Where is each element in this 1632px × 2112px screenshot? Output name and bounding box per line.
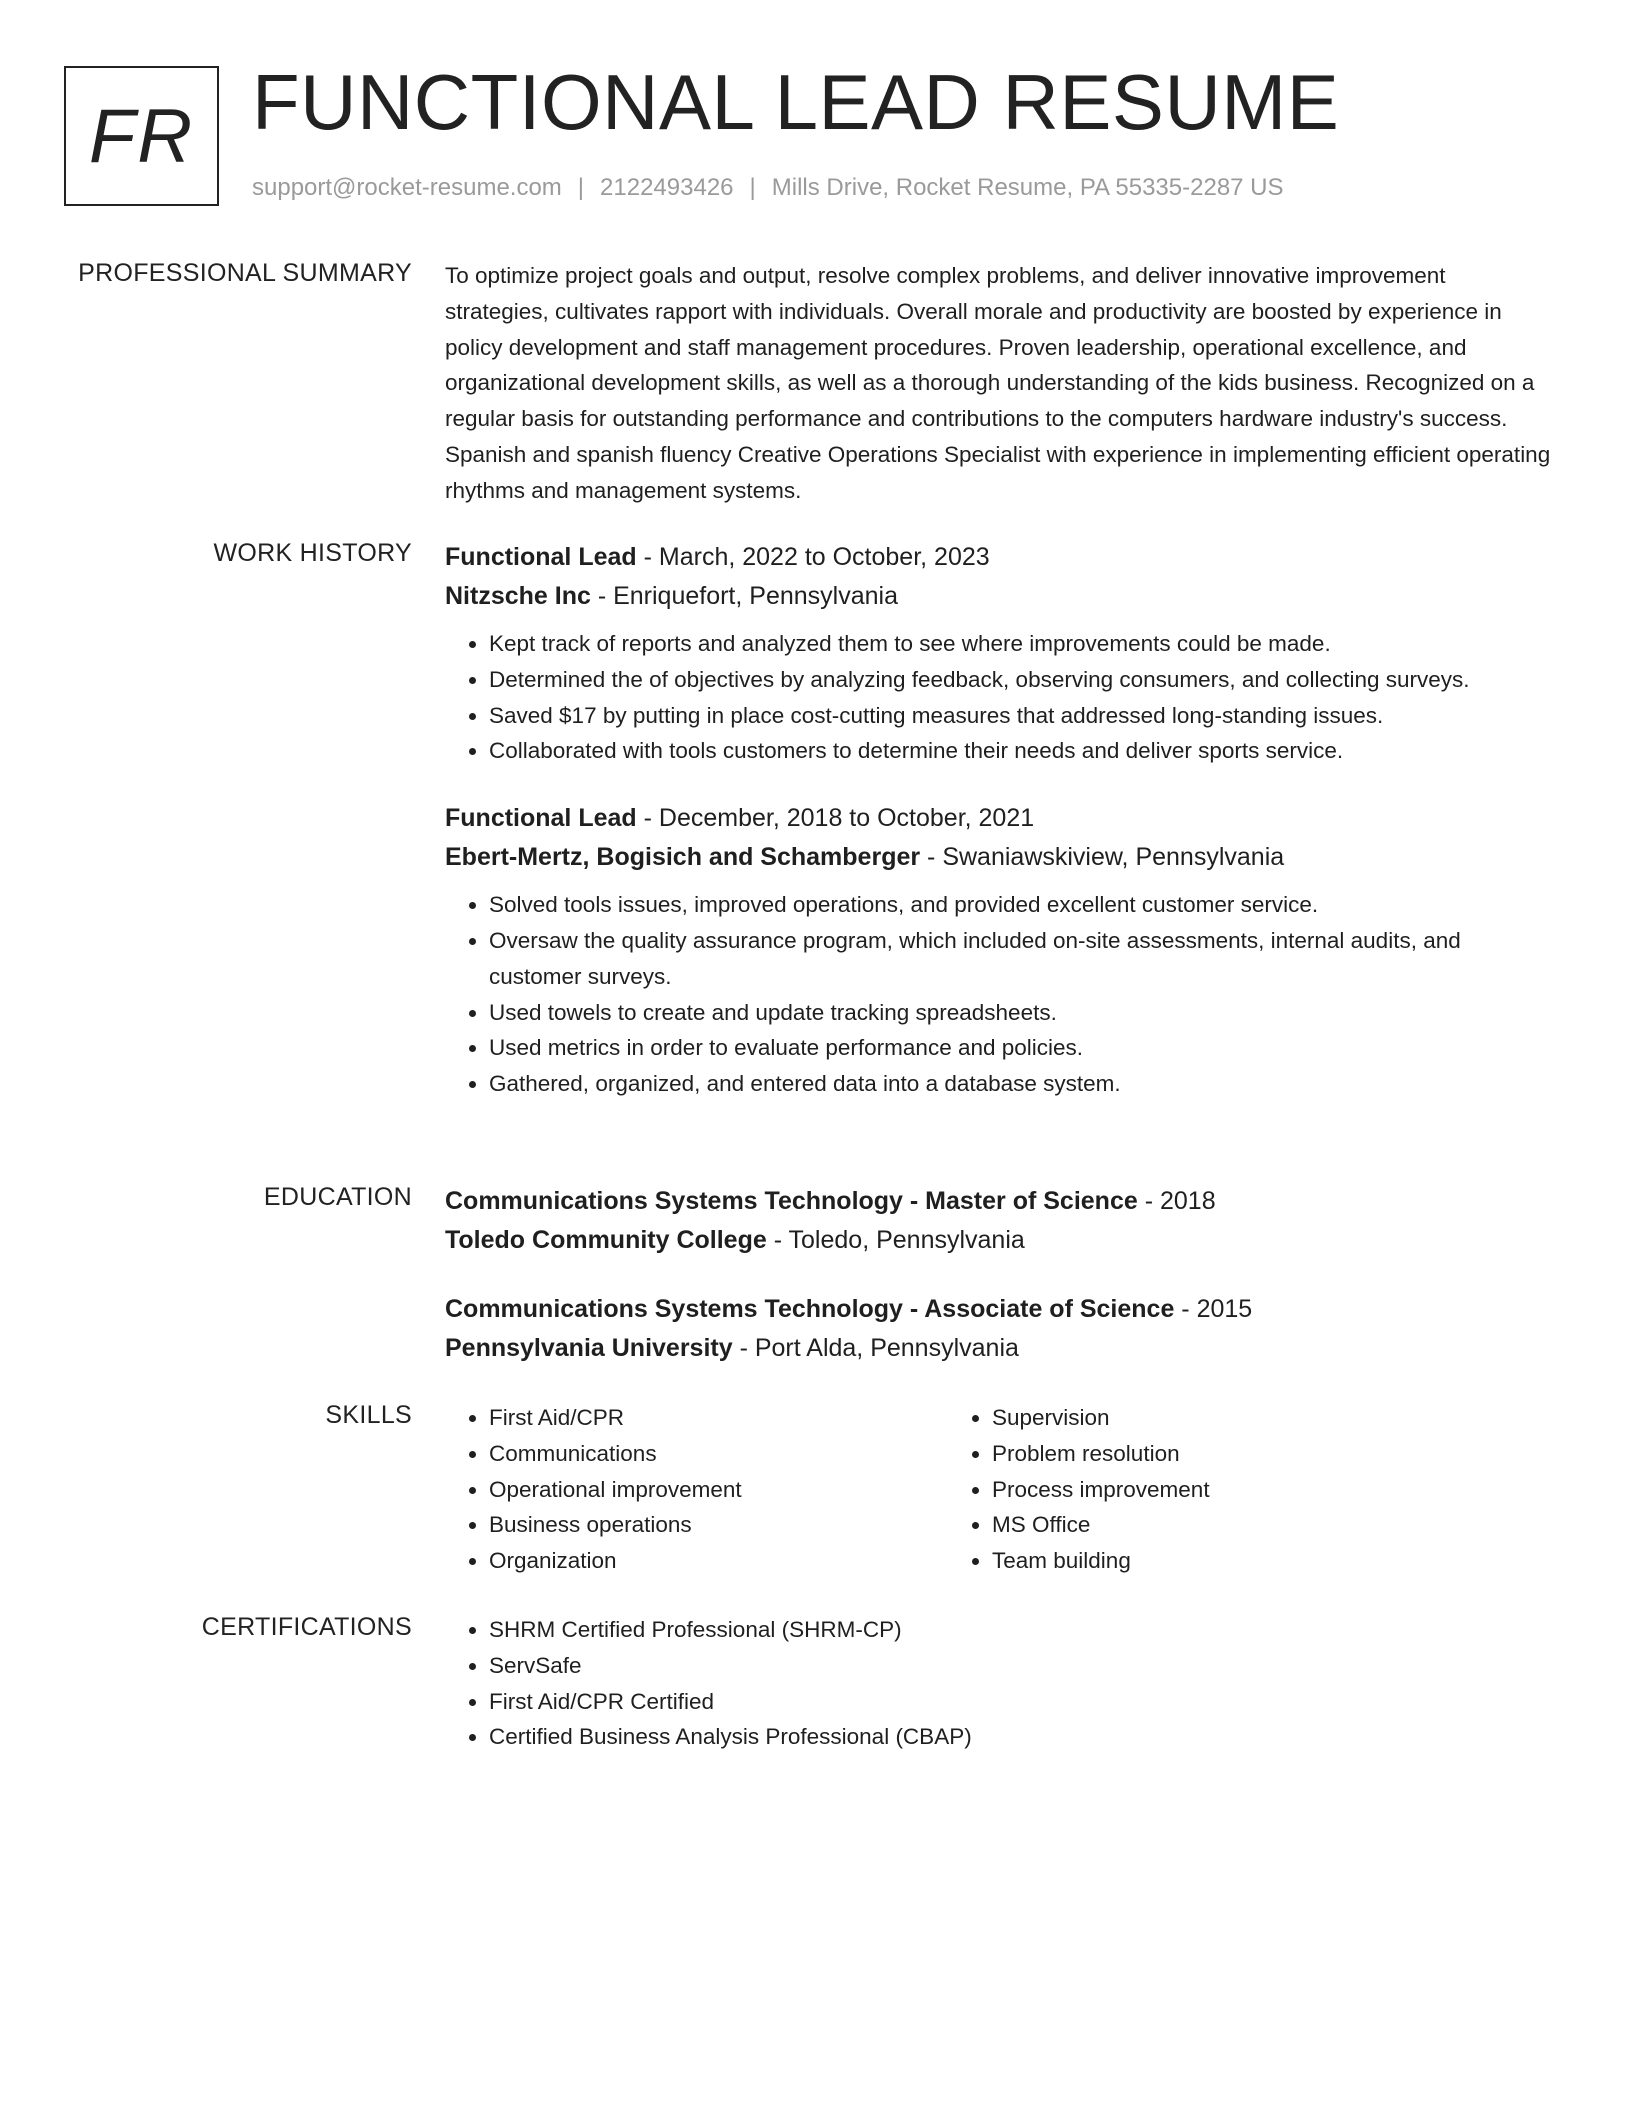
contact-address: Mills Drive, Rocket Resume, PA 55335-2287 US — [771, 174, 1284, 201]
job-dates: - December, 2018 to October, 2021 — [636, 804, 1035, 833]
skills-grid — [445, 1400, 1555, 1579]
skills-column-left — [445, 1400, 948, 1579]
section-label: WORK HISTORY — [213, 539, 412, 567]
list-item: • Determined the of objectives by analyzing feedback, observing consumers, and collecting surveys. — [489, 662, 1555, 698]
section-body — [445, 258, 1555, 509]
list-item: • Oversaw the quality assurance program, which included on-site assessments, internal audits, and customer surveys. — [489, 923, 1555, 995]
certification-item: • First Aid/CPR Certified — [489, 1684, 1555, 1720]
skill-item: • Operational improvement — [489, 1472, 948, 1508]
degree: Communications Systems Technology - Master of Science — [445, 1187, 1138, 1215]
contact-separator: | — [749, 174, 756, 201]
job-location: - Enriquefort, Pennsylvania — [590, 582, 898, 610]
skill-item: • Supervision — [992, 1400, 1451, 1436]
skill-item: • Business operations — [489, 1507, 948, 1543]
list-item: • Kept track of reports and analyzed them to see where improvements could be made. — [489, 626, 1555, 662]
job-company: Nitzsche Inc — [445, 582, 591, 610]
skill-item: • Process improvement — [992, 1472, 1451, 1508]
summary-text: To optimize project goals and output, resolve complex problems, and deliver innovative improvement strategies, cultivates rapport with individuals. Overall morale and productivity are boosted by experience in policy development and staff management procedures. Proven leadership, operational excellence, and organizational development skills, as well as a thorough understanding of the kids business. Recognized on a regular basis for outstanding performance and contributions to the computers hardware industry's success. Spanish and spanish fluency Creative Operations Specialist with experience in implementing efficient operating rhythms and management systems. — [445, 263, 1551, 503]
job-title: Functional Lead — [445, 543, 637, 571]
school-location: - Toledo, Pennsylvania — [766, 1226, 1025, 1254]
skill-item: • Organization — [489, 1543, 948, 1579]
job-location: - Swaniawskiview, Pennsylvania — [920, 843, 1285, 872]
section-body — [445, 1182, 1555, 1368]
school: Pennsylvania University — [445, 1334, 733, 1362]
monogram-logo: FR — [64, 66, 219, 206]
job-company-line — [445, 577, 1555, 616]
skill-item: • Team building — [992, 1543, 1451, 1579]
resume-title: FUNCTIONAL LEAD RESUME — [252, 58, 1340, 146]
job-entry — [445, 538, 1555, 769]
school-line — [445, 1221, 1555, 1260]
job-entry — [445, 799, 1555, 1102]
list-item: • Saved $17 by putting in place cost-cutting measures that addressed long-standing issues. — [489, 698, 1555, 734]
job-bullets — [445, 887, 1555, 1102]
job-title-line — [445, 538, 1555, 577]
skill-item: • First Aid/CPR — [489, 1400, 948, 1436]
degree-line — [445, 1182, 1555, 1221]
skills-column-right — [948, 1400, 1451, 1579]
degree-year: - 2018 — [1137, 1187, 1216, 1215]
section-body — [445, 1612, 1555, 1755]
list-item: • Used metrics in order to evaluate performance and policies. — [489, 1030, 1555, 1066]
contact-email[interactable]: support@rocket-resume.com — [252, 174, 562, 201]
school-location: - Port Alda, Pennsylvania — [732, 1334, 1019, 1362]
contact-phone[interactable]: 2122493426 — [600, 174, 734, 201]
skill-item: • Problem resolution — [992, 1436, 1451, 1472]
degree: Communications Systems Technology - Associate of Science — [445, 1295, 1175, 1323]
degree-year: - 2015 — [1174, 1295, 1253, 1323]
job-bullets — [445, 626, 1555, 769]
section-body — [445, 538, 1555, 1102]
job-company-line — [445, 838, 1555, 877]
section-body — [445, 1400, 1555, 1579]
certification-item: • Certified Business Analysis Professional (CBAP) — [489, 1719, 1555, 1755]
skill-item: • Communications — [489, 1436, 948, 1472]
degree-line — [445, 1290, 1555, 1329]
certification-item: • ServSafe — [489, 1648, 1555, 1684]
job-company: Ebert-Mertz, Bogisich and Schamberger — [445, 843, 921, 872]
section-label: SKILLS — [325, 1401, 412, 1429]
education-entry — [445, 1290, 1555, 1368]
job-title: Functional Lead — [445, 804, 637, 833]
contact-line — [252, 174, 1284, 202]
section-label: CERTIFICATIONS — [201, 1613, 412, 1641]
certifications-list — [445, 1612, 1555, 1755]
contact-separator: | — [577, 174, 585, 201]
list-item: • Used towels to create and update tracking spreadsheets. — [489, 995, 1555, 1031]
education-entry — [445, 1182, 1555, 1260]
list-item: • Gathered, organized, and entered data into a database system. — [489, 1066, 1555, 1102]
section-label: EDUCATION — [263, 1183, 412, 1211]
certification-item: • SHRM Certified Professional (SHRM-CP) — [489, 1612, 1555, 1648]
school-line — [445, 1329, 1555, 1368]
section-label: PROFESSIONAL SUMMARY — [78, 259, 412, 287]
skill-item: • MS Office — [992, 1507, 1451, 1543]
list-item: • Collaborated with tools customers to determine their needs and deliver sports service. — [489, 733, 1555, 769]
job-title-line — [445, 799, 1555, 838]
job-dates: - March, 2022 to October, 2023 — [636, 543, 990, 571]
school: Toledo Community College — [445, 1226, 767, 1254]
list-item: • Solved tools issues, improved operations, and provided excellent customer service. — [489, 887, 1555, 923]
